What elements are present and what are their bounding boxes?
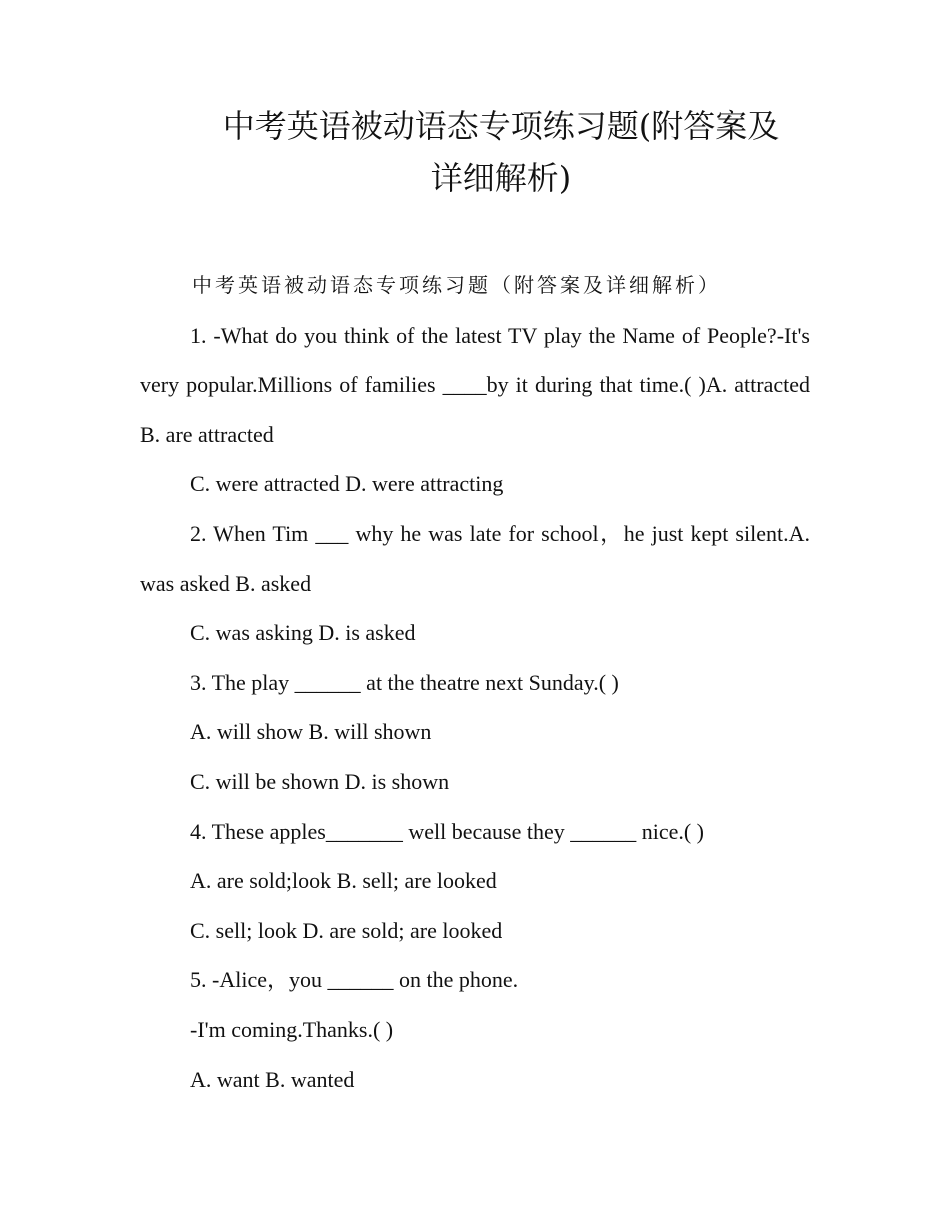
title-line-1: 中考英语被动语态专项练习题(附答案及 xyxy=(222,107,780,145)
document-body xyxy=(140,261,810,1104)
question-4-options-ab: A. are sold;look B. sell; are looked xyxy=(190,868,497,894)
question-2-options: C. was asking D. is asked xyxy=(190,620,416,646)
document-subtitle: 中考英语被动语态专项练习题（附答案及详细解析） xyxy=(192,273,721,297)
question-1-stem: 1. -What do you think of the latest TV play the Name of People?-It's very popular.Millions of families ____by it during that time.( )A. attracted B. are attracted xyxy=(140,322,810,447)
question-5-options-ab: A. want B. wanted xyxy=(190,1066,355,1092)
question-3-options-cd: C. will be shown D. is shown xyxy=(190,768,450,794)
question-2-stem: 2. When Tim ___ why he was late for school，he just kept silent.A. was asked B. asked xyxy=(140,520,810,596)
document-title xyxy=(140,100,862,204)
question-5-reply: -I'm coming.Thanks.( ) xyxy=(190,1016,394,1042)
question-5-stem: 5. -Alice，you ______ on the phone. xyxy=(190,967,519,993)
question-3-stem: 3. The play ______ at the theatre next Sunday.( ) xyxy=(190,669,619,695)
question-4-stem: 4. These apples_______ well because they ______ nice.( ) xyxy=(190,818,705,844)
title-line-2: 详细解析) xyxy=(430,159,572,197)
question-1-options: C. were attracted D. were attracting xyxy=(190,471,504,497)
question-4-options-cd: C. sell; look D. are sold; are looked xyxy=(190,917,503,943)
question-3-options-ab: A. will show B. will shown xyxy=(190,719,432,745)
